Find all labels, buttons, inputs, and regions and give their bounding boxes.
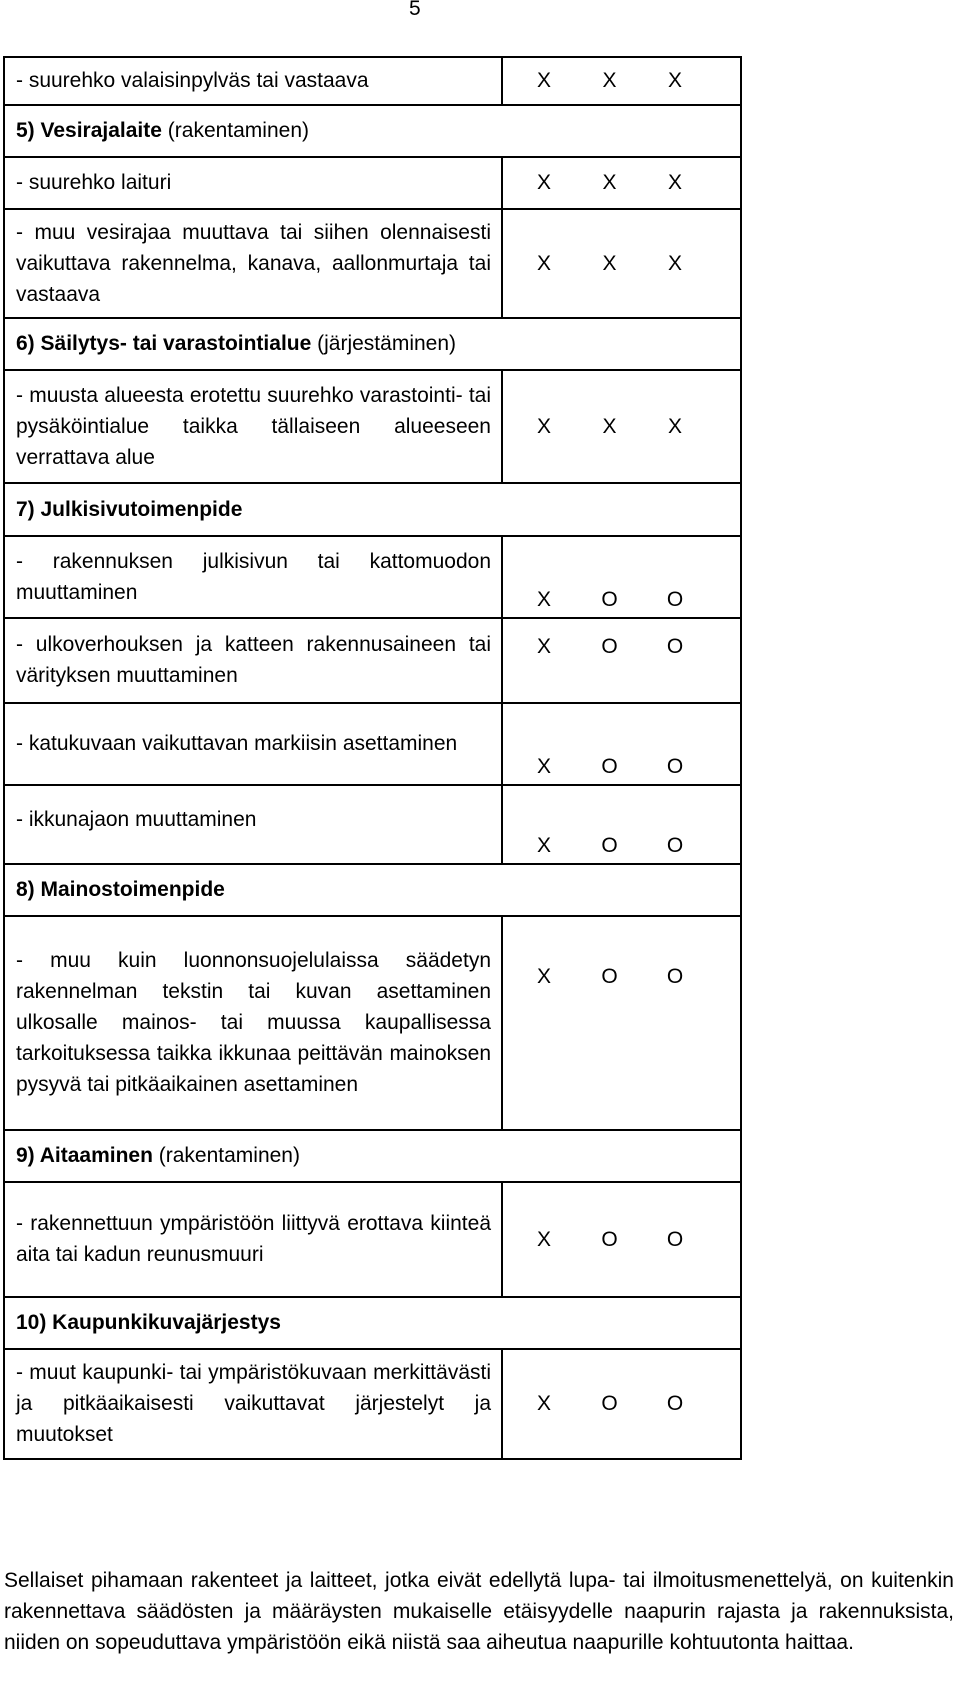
section-heading: 10) Kaupunkikuvajärjestys (4, 1297, 741, 1349)
table-row (4, 57, 741, 105)
section-heading: 9) Aitaaminen (rakentaminen) (4, 1130, 741, 1182)
mark: X (667, 69, 682, 92)
mark: X (667, 414, 682, 438)
mark: O (601, 965, 618, 988)
mark: X (536, 1227, 551, 1251)
row-marks (502, 209, 741, 318)
row-description: - ulkoverhouksen ja katteen rakennusaineen tai värityksen muuttaminen (4, 618, 502, 703)
section-heading-row (4, 105, 741, 157)
footer-paragraph: Sellaiset pihamaan rakenteet ja laitteet, jotka eivät edellytä lupa- tai ilmoitusmenettelyä, on kuitenkin rakennettava säädösten ja määräysten mukaiselle etäisyydelle naapurin rajasta ja rakennuksista, niiden on sopeuduttava ympäristöön eikä niistä saa aiheutua naapurille kohtuutonta haittaa. (4, 1569, 954, 1654)
row-description: - muu vesirajaa muuttava tai siihen olennaisesti vaikuttava rakennelma, kanava, aallonmurtaja tai vastaava (4, 209, 502, 318)
table-row (4, 703, 741, 785)
mark: X (536, 69, 551, 92)
mark: O (601, 1392, 618, 1415)
mark: O (666, 1227, 684, 1251)
mark: X (602, 414, 617, 438)
row-marks (502, 618, 741, 703)
row-marks (502, 370, 741, 483)
mark: X (536, 414, 551, 438)
table-row (4, 536, 741, 618)
table-row (4, 916, 741, 1130)
mark: O (601, 635, 618, 658)
section-heading: 8) Mainostoimenpide (4, 864, 741, 916)
row-marks (502, 703, 741, 785)
mark: X (536, 965, 551, 988)
mark: X (536, 755, 551, 778)
row-description: - ikkunajaon muuttaminen (4, 785, 502, 864)
mark: X (536, 588, 551, 611)
row-marks (502, 785, 741, 864)
mark: X (536, 834, 551, 857)
section-heading-row (4, 1130, 741, 1182)
row-marks (502, 916, 741, 1130)
mark: X (602, 251, 617, 275)
section-heading-row (4, 864, 741, 916)
section-heading-row (4, 483, 741, 536)
section-heading: 7) Julkisivutoimenpide (4, 483, 741, 536)
mark: O (666, 834, 684, 857)
row-marks (502, 1349, 741, 1459)
mark: O (666, 635, 684, 658)
mark: O (666, 755, 684, 778)
table-row (4, 1182, 741, 1297)
row-marks (502, 536, 741, 618)
row-marks (502, 57, 741, 105)
section-heading-row (4, 318, 741, 370)
row-description: - rakennuksen julkisivun tai kattomuodon muuttaminen (4, 536, 502, 618)
page-number: 5 (409, 0, 421, 20)
mark: X (602, 69, 617, 92)
row-description: - suurehko valaisinpylväs tai vastaava (4, 57, 502, 105)
mark: X (667, 251, 682, 275)
table-row (4, 618, 741, 703)
table-row (4, 370, 741, 483)
mark: X (536, 251, 551, 275)
row-description: - rakennettuun ympäristöön liittyvä erottava kiinteä aita tai kadun reunusmuuri (4, 1182, 502, 1297)
table-row (4, 785, 741, 864)
row-marks (502, 1182, 741, 1297)
mark: O (666, 965, 684, 988)
mark: X (536, 635, 551, 658)
row-marks (502, 157, 741, 209)
permit-requirements-table (3, 56, 742, 1460)
mark: O (601, 755, 618, 778)
mark: X (536, 1392, 551, 1415)
mark: X (602, 171, 617, 194)
table-row (4, 209, 741, 318)
mark: X (667, 171, 682, 194)
row-description: - suurehko laituri (4, 157, 502, 209)
table-row (4, 157, 741, 209)
table-row (4, 1349, 741, 1459)
row-description: - muut kaupunki- tai ympäristökuvaan merkittävästi ja pitkäaikaisesti vaikuttavat järjestelyt ja muutokset (4, 1349, 502, 1459)
mark: O (666, 1392, 684, 1415)
row-description: - katukuvaan vaikuttavan markiisin asettaminen (4, 703, 502, 785)
section-heading: 5) Vesirajalaite (rakentaminen) (4, 105, 741, 157)
row-description: - muu kuin luonnonsuojelulaissa säädetyn rakennelman tekstin tai kuvan asettaminen ulkosalle mainos- tai muussa kaupallisessa tarkoituksessa taikka ikkunaa peittävän mainoksen pysyvä tai pitkäaikainen asettaminen (4, 916, 502, 1130)
mark: X (536, 171, 551, 194)
mark: O (601, 834, 618, 857)
row-description: - muusta alueesta erotettu suurehko varastointi- tai pysäköintialue taikka tällaiseen alueeseen verrattava alue (4, 370, 502, 483)
mark: O (601, 588, 618, 611)
section-heading-row (4, 1297, 741, 1349)
mark: O (666, 588, 684, 611)
mark: O (601, 1227, 618, 1251)
section-heading: 6) Säilytys- tai varastointialue (järjestäminen) (4, 318, 741, 370)
